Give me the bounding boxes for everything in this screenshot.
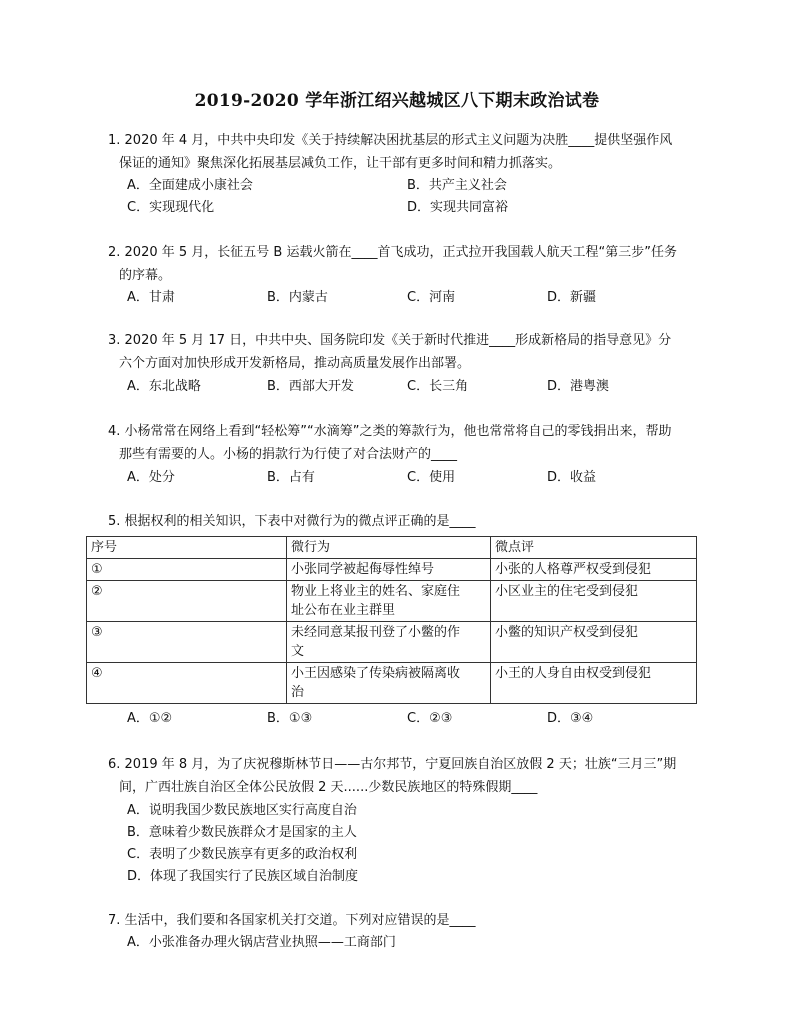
q1-option-d: D．实现共同富裕 [407,200,509,215]
table-header-no: 序号 [87,537,287,559]
q2-stem-line2: 的序幕。 [119,268,172,283]
q6-stem-line2: 间，广西壮族自治区全体公民放假 2 天......少数民族地区的特殊假期____ [119,780,538,795]
q5-option-d: D．③④ [547,711,594,726]
act-line1: 物业上将业主的姓名、家庭住 [291,584,461,599]
table-cell-cmt: 小区业主的住宅受到侵犯 [491,581,697,622]
act-line1: 小张同学被起侮辱性绰号 [291,562,435,577]
q2-stem-line1: 2. 2020 年 5 月，长征五号 B 运载火箭在____首飞成功，正式拉开我国载人航天工程“第三步”任务 [108,245,677,260]
q5-table [86,536,697,704]
table-cell-no: ① [87,559,287,581]
table-row [87,663,697,704]
table-cell-cmt: 小鳖的知识产权受到侵犯 [491,622,697,663]
table-cell-no: ④ [87,663,287,704]
q4-option-a: A．处分 [127,470,175,485]
table-cell-act [287,622,491,663]
q6-stem-line1: 6. 2019 年 8 月，为了庆祝穆斯林节日——古尔邦节，宁夏回族自治区放假 2 天；壮族“三月三”期 [108,757,677,772]
q3-option-a: A．东北战略 [127,379,201,394]
table-cell-cmt: 小张的人格尊严权受到侵犯 [491,559,697,581]
q6-option-a: A．说明我国少数民族地区实行高度自治 [127,803,357,818]
table-cell-act [287,559,491,581]
q7-stem-line1: 7. 生活中，我们要和各国家机关打交道。下列对应错误的是____ [108,913,476,928]
table-header-row [87,537,697,559]
q3-stem-line1: 3. 2020 年 5 月 17 日，中共中央、国务院印发《关于新时代推进____形成新格局的指导意见》分 [108,333,672,348]
act-line2: 址公布在业主群里 [291,603,396,618]
q1-option-a: A．全面建成小康社会 [127,178,253,193]
q6-option-d: D．体现了我国实行了民族区域自治制度 [127,869,359,884]
q5-option-a: A．①② [127,711,173,726]
table-cell-act [287,581,491,622]
table-cell-no: ② [87,581,287,622]
q3-option-b: B．西部大开发 [267,379,354,394]
q5-option-b: B．①③ [267,711,313,726]
q2-option-c: C．河南 [407,290,456,305]
table-cell-cmt: 小王的人身自由权受到侵犯 [491,663,697,704]
q5-stem-line1: 5. 根据权利的相关知识，下表中对微行为的微点评正确的是____ [108,514,476,529]
q3-option-c: C．长三角 [407,379,469,394]
exam-title: 2019-2020 学年浙江绍兴越城区八下期末政治试卷 [194,91,600,111]
q6-option-b: B．意味着少数民族群众才是国家的主人 [127,825,357,840]
q1-option-b: B．共产主义社会 [407,178,507,193]
q3-option-d: D．港粤澳 [547,379,610,394]
q1-stem-line2: 保证的通知》聚焦深化拓展基层减负工作，让干部有更多时间和精力抓落实。 [119,156,562,171]
act-line2: 文 [291,644,305,659]
q1-stem-line1: 1. 2020 年 4 月，中共中央印发《关于持续解决困扰基层的形式主义问题为决胜____提供坚强作风 [108,133,673,148]
act-line1: 未经同意某报刊登了小鳖的作 [291,625,461,640]
q4-option-c: C．使用 [407,470,456,485]
q4-option-d: D．收益 [547,470,597,485]
act-line1: 小王因感染了传染病被隔离收 [291,666,461,681]
table-row [87,559,697,581]
table-row [87,581,697,622]
table-header-cmt: 微点评 [491,537,697,559]
q2-option-a: A．甘肃 [127,290,175,305]
table-header-act: 微行为 [287,537,491,559]
q5-option-c: C．②③ [407,711,453,726]
table-cell-no: ③ [87,622,287,663]
q2-option-d: D．新疆 [547,290,597,305]
q7-option-a: A．小张准备办理火锅店营业执照——工商部门 [127,935,396,950]
q2-option-b: B．内蒙古 [267,290,328,305]
q3-stem-line2: 六个方面对加快形成开发新格局，推动高质量发展作出部署。 [119,356,471,371]
q6-option-c: C．表明了少数民族享有更多的政治权利 [127,847,358,862]
q4-option-b: B．占有 [267,470,315,485]
q4-stem-line1: 4. 小杨常常在网络上看到“轻松筹”“水滴筹”之类的筹款行为，他也常常将自己的零钱捐出来，帮助 [108,424,672,439]
q4-stem-line2: 那些有需要的人。小杨的捐款行为行使了对合法财产的____ [119,447,458,462]
q1-option-c: C．实现现代化 [127,200,215,215]
act-line2: 治 [291,685,305,700]
table-row [87,622,697,663]
table-cell-act [287,663,491,704]
